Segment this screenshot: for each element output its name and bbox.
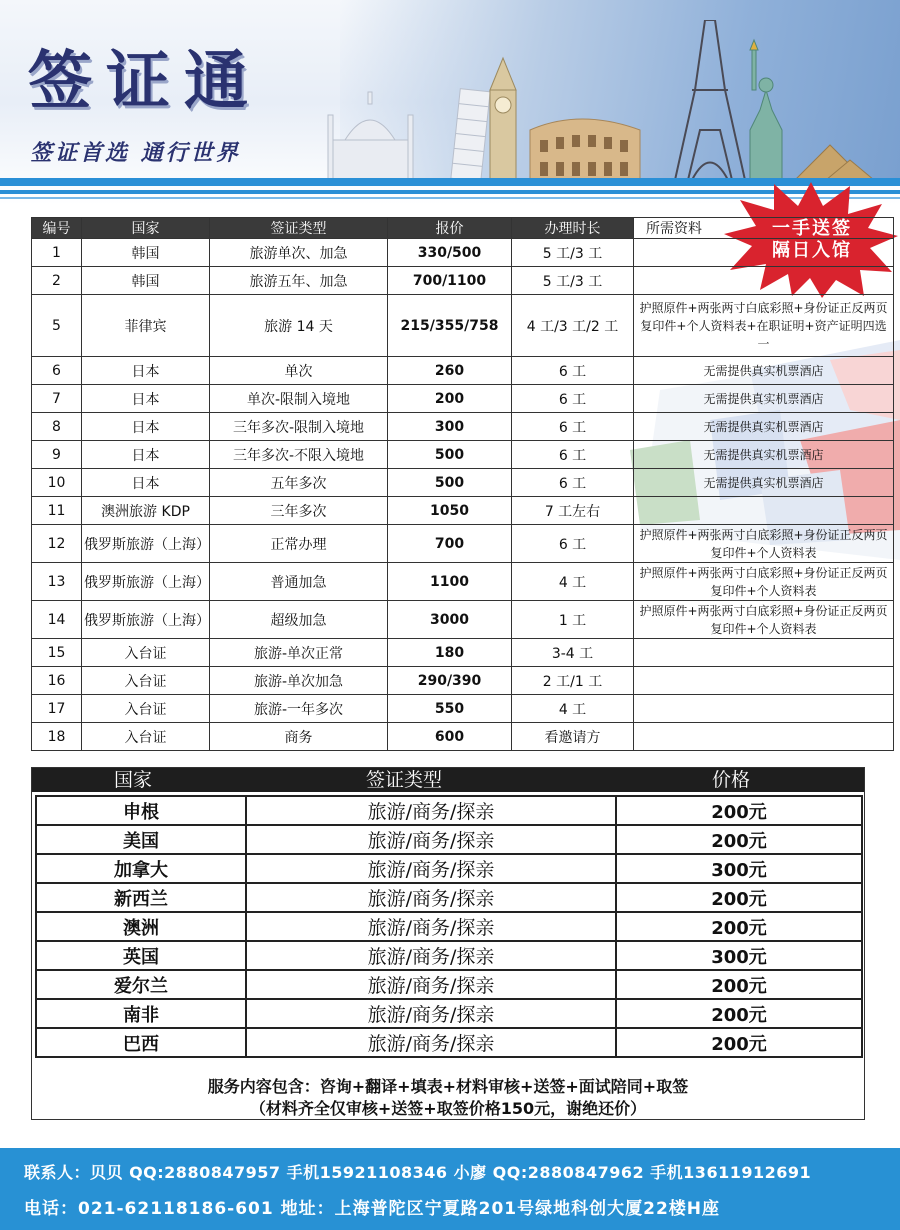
table-row — [32, 695, 894, 723]
table-row — [36, 941, 862, 970]
cell-price: 3000 — [388, 601, 512, 639]
table-row — [32, 385, 894, 413]
cell-time: 4 工 — [512, 695, 634, 723]
cell-no: 5 — [32, 295, 82, 357]
cell-price: 300元 — [616, 854, 862, 883]
western-visa-section — [31, 767, 865, 1120]
table-row — [32, 525, 894, 563]
cell-time: 看邀请方 — [512, 723, 634, 751]
cell-price: 215/355/758 — [388, 295, 512, 357]
cell-type: 旅游五年、加急 — [210, 267, 388, 295]
cell-price: 1050 — [388, 497, 512, 525]
cell-country: 南非 — [36, 999, 246, 1028]
col-header-country: 国家 — [114, 769, 153, 791]
cell-time: 6 工 — [512, 525, 634, 563]
cell-country: 日本 — [82, 441, 210, 469]
table-row — [32, 295, 894, 357]
cell-req — [634, 639, 894, 667]
cell-time: 6 工 — [512, 357, 634, 385]
cell-type: 旅游/商务/探亲 — [246, 796, 616, 825]
footer-contact-bar — [0, 1148, 900, 1230]
cell-country: 入台证 — [82, 695, 210, 723]
table-row — [32, 723, 894, 751]
cell-no: 8 — [32, 413, 82, 441]
cell-type: 单次 — [210, 357, 388, 385]
table-row — [32, 667, 894, 695]
cell-country: 菲律宾 — [82, 295, 210, 357]
cell-type: 单次-限制入境地 — [210, 385, 388, 413]
cell-country: 韩国 — [82, 239, 210, 267]
col-header-price: 报价 — [388, 218, 512, 239]
cell-country: 俄罗斯旅游（上海） — [82, 601, 210, 639]
cell-time: 2 工/1 工 — [512, 667, 634, 695]
service-includes-text: 服务内容包含：咨询+翻译+填表+材料审核+送签+面试陪同+取签 — [207, 1077, 689, 1096]
cell-type: 普通加急 — [210, 563, 388, 601]
contact-line: 联系人：贝贝 QQ:2880847957 手机15921108346 小廖 QQ:2880847962 手机13611912691 — [24, 1163, 812, 1182]
cell-price: 300元 — [616, 941, 862, 970]
cell-price: 500 — [388, 441, 512, 469]
table-row — [32, 413, 894, 441]
cell-no: 7 — [32, 385, 82, 413]
table-row — [32, 267, 894, 295]
cell-price: 700/1100 — [388, 267, 512, 295]
brand-title: 签证通 — [28, 45, 262, 119]
cell-price: 290/390 — [388, 667, 512, 695]
table-header-row — [32, 218, 894, 239]
cell-price: 200元 — [616, 999, 862, 1028]
cell-time: 6 工 — [512, 413, 634, 441]
brand-slogan: 签证首选 通行世界 — [30, 141, 241, 166]
cell-type: 旅游/商务/探亲 — [246, 883, 616, 912]
cell-price: 200元 — [616, 825, 862, 854]
table-row — [36, 970, 862, 999]
cell-type: 超级加急 — [210, 601, 388, 639]
cell-req: 无需提供真实机票酒店 — [634, 469, 894, 497]
cell-country: 入台证 — [82, 723, 210, 751]
cell-type: 三年多次-不限入境地 — [210, 441, 388, 469]
cell-type: 旅游-一年多次 — [210, 695, 388, 723]
cell-time: 6 工 — [512, 469, 634, 497]
cell-time: 1 工 — [512, 601, 634, 639]
cell-no: 9 — [32, 441, 82, 469]
cell-country: 巴西 — [36, 1028, 246, 1057]
cell-price: 1100 — [388, 563, 512, 601]
cell-time: 7 工左右 — [512, 497, 634, 525]
cell-req — [634, 695, 894, 723]
cell-price: 330/500 — [388, 239, 512, 267]
cell-type: 旅游/商务/探亲 — [246, 970, 616, 999]
table-row — [36, 1028, 862, 1057]
cell-req: 护照原件+两张两寸白底彩照+身份证正反两页复印件+个人资料表+在职证明+资产证明四选一 — [634, 295, 894, 357]
table-row — [32, 357, 894, 385]
col-header-country: 国家 — [82, 218, 210, 239]
cell-no: 12 — [32, 525, 82, 563]
cell-no: 10 — [32, 469, 82, 497]
cell-price: 550 — [388, 695, 512, 723]
cell-no: 6 — [32, 357, 82, 385]
cell-type: 旅游-单次正常 — [210, 639, 388, 667]
cell-no: 16 — [32, 667, 82, 695]
cell-country: 新西兰 — [36, 883, 246, 912]
cell-price: 200元 — [616, 883, 862, 912]
cell-time: 5 工/3 工 — [512, 267, 634, 295]
cell-price: 600 — [388, 723, 512, 751]
cell-req: 无需提供真实机票酒店 — [634, 441, 894, 469]
table-row — [36, 796, 862, 825]
cell-req — [634, 267, 894, 295]
cell-no: 1 — [32, 239, 82, 267]
cell-price: 500 — [388, 469, 512, 497]
cell-country: 入台证 — [82, 639, 210, 667]
col-header-no: 编号 — [32, 218, 82, 239]
table-row — [32, 563, 894, 601]
cell-no: 13 — [32, 563, 82, 601]
cell-type: 旅游 14 天 — [210, 295, 388, 357]
cell-req — [634, 723, 894, 751]
col-header-type: 签证类型 — [366, 769, 443, 791]
cell-req: 无需提供真实机票酒店 — [634, 385, 894, 413]
landmarks-illustration — [320, 20, 880, 185]
cell-type: 旅游/商务/探亲 — [246, 1028, 616, 1057]
table-row — [32, 239, 894, 267]
section-header-bar — [32, 768, 864, 792]
table-row — [32, 441, 894, 469]
cell-country: 申根 — [36, 796, 246, 825]
badge-line2: 隔日入馆 — [772, 240, 852, 261]
cell-price: 200元 — [616, 796, 862, 825]
cell-req — [634, 239, 894, 267]
cell-no: 11 — [32, 497, 82, 525]
table-row — [32, 601, 894, 639]
cell-time: 5 工/3 工 — [512, 239, 634, 267]
table-row — [36, 912, 862, 941]
cell-country: 爱尔兰 — [36, 970, 246, 999]
cell-country: 英国 — [36, 941, 246, 970]
cell-type: 三年多次-限制入境地 — [210, 413, 388, 441]
cell-price: 300 — [388, 413, 512, 441]
cell-type: 旅游-单次加急 — [210, 667, 388, 695]
cell-no: 2 — [32, 267, 82, 295]
cell-country: 澳洲旅游 KDP — [82, 497, 210, 525]
cell-price: 200元 — [616, 970, 862, 999]
cell-type: 旅游/商务/探亲 — [246, 999, 616, 1028]
cell-country: 入台证 — [82, 667, 210, 695]
cell-price: 180 — [388, 639, 512, 667]
cell-type: 旅游/商务/探亲 — [246, 854, 616, 883]
cell-country: 澳洲 — [36, 912, 246, 941]
cell-price: 200元 — [616, 1028, 862, 1057]
table-row — [36, 999, 862, 1028]
service-discount-text: （材料齐全仅审核+送签+取签价格150元，谢绝还价） — [249, 1099, 647, 1118]
cell-type: 旅游/商务/探亲 — [246, 912, 616, 941]
badge-line1: 一手送签 — [772, 218, 852, 239]
cell-country: 日本 — [82, 413, 210, 441]
cell-type: 旅游单次、加急 — [210, 239, 388, 267]
header-banner — [0, 0, 900, 205]
cell-req: 护照原件+两张两寸白底彩照+身份证正反两页复印件+个人资料表 — [634, 525, 894, 563]
cell-no: 17 — [32, 695, 82, 723]
table-row — [32, 639, 894, 667]
cell-price: 200元 — [616, 912, 862, 941]
cell-country: 加拿大 — [36, 854, 246, 883]
table-row — [32, 469, 894, 497]
cell-time: 4 工/3 工/2 工 — [512, 295, 634, 357]
cell-type: 三年多次 — [210, 497, 388, 525]
cell-price: 700 — [388, 525, 512, 563]
cell-type: 商务 — [210, 723, 388, 751]
cell-country: 日本 — [82, 469, 210, 497]
western-visa-table — [35, 795, 863, 1058]
cell-country: 俄罗斯旅游（上海） — [82, 563, 210, 601]
cell-country: 日本 — [82, 385, 210, 413]
cell-type: 旅游/商务/探亲 — [246, 941, 616, 970]
table-row — [36, 854, 862, 883]
col-header-price: 价格 — [712, 769, 751, 791]
cell-country: 美国 — [36, 825, 246, 854]
address-line: 电话：021-62118186-601 地址：上海普陀区宁夏路201号绿地科创大厦22楼H座 — [24, 1199, 720, 1219]
cell-req: 护照原件+两张两寸白底彩照+身份证正反两页复印件+个人资料表 — [634, 601, 894, 639]
cell-time: 4 工 — [512, 563, 634, 601]
cell-req: 无需提供真实机票酒店 — [634, 357, 894, 385]
cell-time: 6 工 — [512, 385, 634, 413]
visa-price-table — [31, 217, 894, 751]
col-header-time: 办理时长 — [512, 218, 634, 239]
cell-country: 日本 — [82, 357, 210, 385]
cell-price: 200 — [388, 385, 512, 413]
cell-country: 韩国 — [82, 267, 210, 295]
cell-type: 正常办理 — [210, 525, 388, 563]
cell-type: 旅游/商务/探亲 — [246, 825, 616, 854]
cell-req — [634, 667, 894, 695]
cell-no: 18 — [32, 723, 82, 751]
cell-time: 3-4 工 — [512, 639, 634, 667]
col-header-requirements: 所需资料 — [634, 218, 894, 239]
cell-req — [634, 497, 894, 525]
table-row — [32, 497, 894, 525]
cell-time: 6 工 — [512, 441, 634, 469]
cell-price: 260 — [388, 357, 512, 385]
cell-no: 14 — [32, 601, 82, 639]
cell-no: 15 — [32, 639, 82, 667]
table-row — [36, 883, 862, 912]
cell-type: 五年多次 — [210, 469, 388, 497]
table-row — [36, 825, 862, 854]
cell-req: 护照原件+两张两寸白底彩照+身份证正反两页复印件+个人资料表 — [634, 563, 894, 601]
col-header-type: 签证类型 — [210, 218, 388, 239]
cell-country: 俄罗斯旅游（上海） — [82, 525, 210, 563]
cell-req: 无需提供真实机票酒店 — [634, 413, 894, 441]
